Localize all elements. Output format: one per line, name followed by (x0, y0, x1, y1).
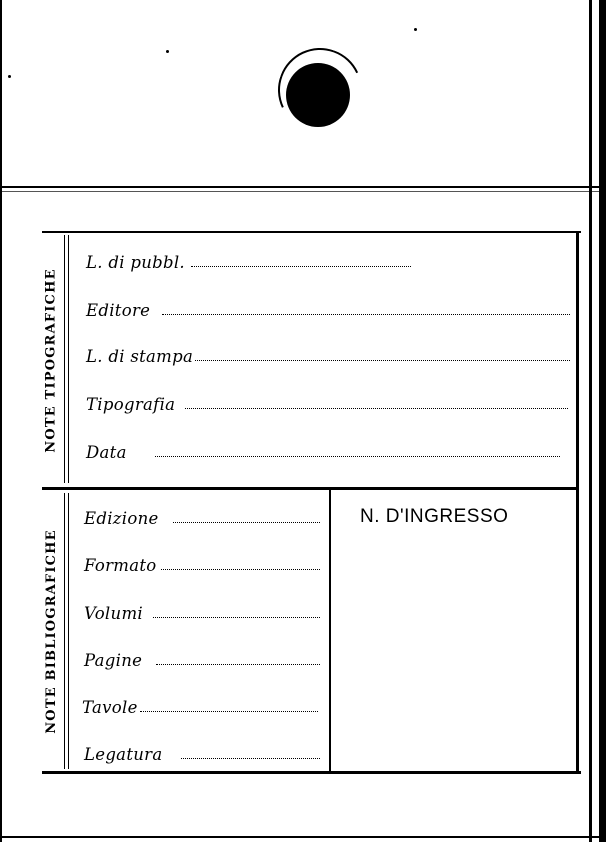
field-tipografia[interactable] (86, 395, 568, 414)
speck (8, 75, 11, 78)
field-data[interactable] (86, 443, 560, 462)
speck (166, 50, 169, 53)
library-card (2, 0, 599, 842)
field-label: Tipografia (86, 395, 176, 414)
field-volumi[interactable] (84, 604, 320, 623)
field-luogo-stampa[interactable] (86, 347, 570, 366)
card-edge (589, 0, 592, 842)
numero-ingresso-label: N. D'INGRESSO (360, 506, 509, 527)
dotted-line (153, 616, 320, 618)
field-label: Edizione (84, 509, 159, 528)
dotted-line (185, 407, 568, 409)
rail-line (68, 235, 69, 483)
fold-line-shadow (2, 191, 599, 192)
field-label: Legatura (84, 745, 163, 764)
rail-line (68, 493, 69, 769)
field-luogo-pubblicazione[interactable] (86, 253, 564, 272)
frame-line (42, 231, 581, 233)
field-label: Volumi (84, 604, 143, 623)
field-label: L. di stampa (86, 347, 194, 366)
dotted-line (140, 710, 318, 712)
rail-line (64, 235, 65, 483)
field-formato[interactable] (84, 556, 320, 575)
field-label: L. di pubbl. (86, 253, 185, 272)
field-label: Formato (84, 556, 157, 575)
field-label: Editore (86, 301, 151, 320)
field-pagine[interactable] (84, 651, 320, 670)
section-divider (42, 487, 579, 490)
card-bottom-edge (2, 836, 599, 838)
dotted-line (191, 265, 411, 267)
dotted-line (195, 359, 570, 361)
field-label: Data (86, 443, 127, 462)
dotted-line (162, 313, 570, 315)
field-tavole[interactable] (82, 698, 318, 717)
field-edizione[interactable] (84, 509, 320, 528)
field-label: Tavole (82, 698, 138, 717)
dotted-line (161, 568, 320, 570)
catalog-form (42, 231, 581, 781)
section-heading-bibliografiche: NOTE BIBLIOGRAFICHE (43, 528, 59, 734)
dotted-line (156, 663, 320, 665)
dotted-line (173, 521, 320, 523)
frame-line (42, 771, 581, 774)
frame-line (576, 231, 579, 774)
field-legatura[interactable] (84, 745, 320, 764)
punch-hole (286, 63, 350, 127)
fold-line (2, 186, 599, 188)
rail-line (64, 493, 65, 769)
column-divider (329, 490, 331, 771)
speck (414, 28, 417, 31)
dotted-line (155, 455, 560, 457)
field-editore[interactable] (86, 301, 570, 320)
section-heading-tipografiche: NOTE TIPOGRAFICHE (43, 267, 59, 453)
dotted-line (181, 757, 320, 759)
field-label: Pagine (84, 651, 143, 670)
